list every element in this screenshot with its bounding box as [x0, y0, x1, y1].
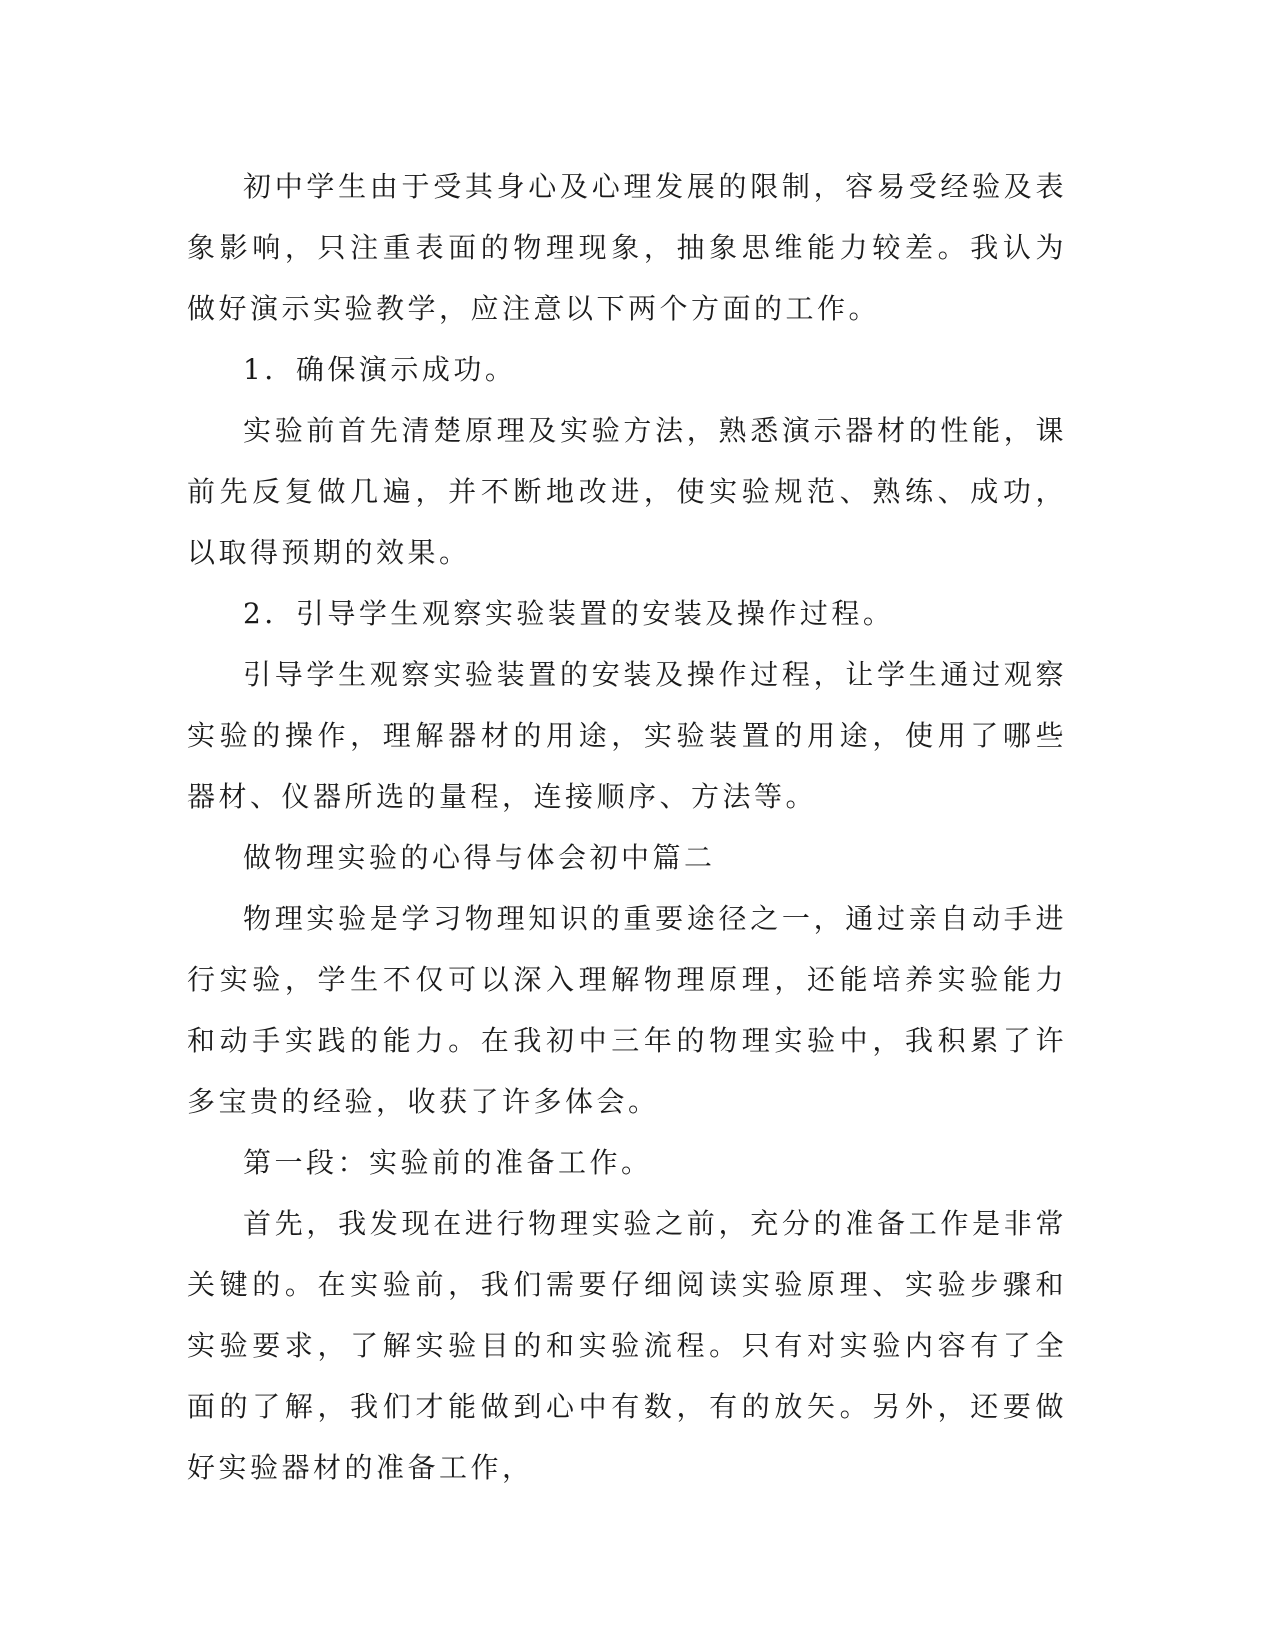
paragraph-observation: 引导学生观察实验装置的安装及操作过程，让学生通过观察实验的操作，理解器材的用途，实验装置的用途，使用了哪些器材、仪器所选的量程，连接顺序、方法等。 — [187, 658, 1067, 813]
paragraph-section-intro: 物理实验是学习物理知识的重要途径之一，通过亲自动手进行实验，学生不仅可以深入理解物理原理，还能培养实验能力和动手实践的能力。在我初中三年的物理实验中，我积累了许多宝贵的经验，收获了许多体会。 — [187, 902, 1067, 1118]
paragraph-part-1-body: 首先，我发现在进行物理实验之前，充分的准备工作是非常关键的。在实验前，我们需要仔细阅读实验原理、实验步骤和实验要求，了解实验目的和实验流程。只有对实验内容有了全面的了解，我们才能做到心中有数，有的放矢。另外，还要做好实验器材的准备工作， — [187, 1207, 1067, 1484]
paragraph-intro: 初中学生由于受其身心及心理发展的限制，容易受经验及表象影响，只注重表面的物理现象，抽象思维能力较差。我认为做好演示实验教学，应注意以下两个方面的工作。 — [187, 170, 1067, 325]
paragraph-heading-1: 1．确保演示成功。 — [243, 353, 517, 386]
paragraph-heading-2: 2．引导学生观察实验装置的安装及操作过程。 — [243, 597, 895, 630]
paragraph-heading-part-1: 第一段：实验前的准备工作。 — [243, 1146, 653, 1179]
section-title: 做物理实验的心得与体会初中篇二 — [243, 841, 716, 874]
document-body — [187, 156, 1067, 1498]
paragraph-preparation: 实验前首先清楚原理及实验方法，熟悉演示器材的性能，课前先反复做几遍，并不断地改进，使实验规范、熟练、成功，以取得预期的效果。 — [187, 414, 1067, 569]
